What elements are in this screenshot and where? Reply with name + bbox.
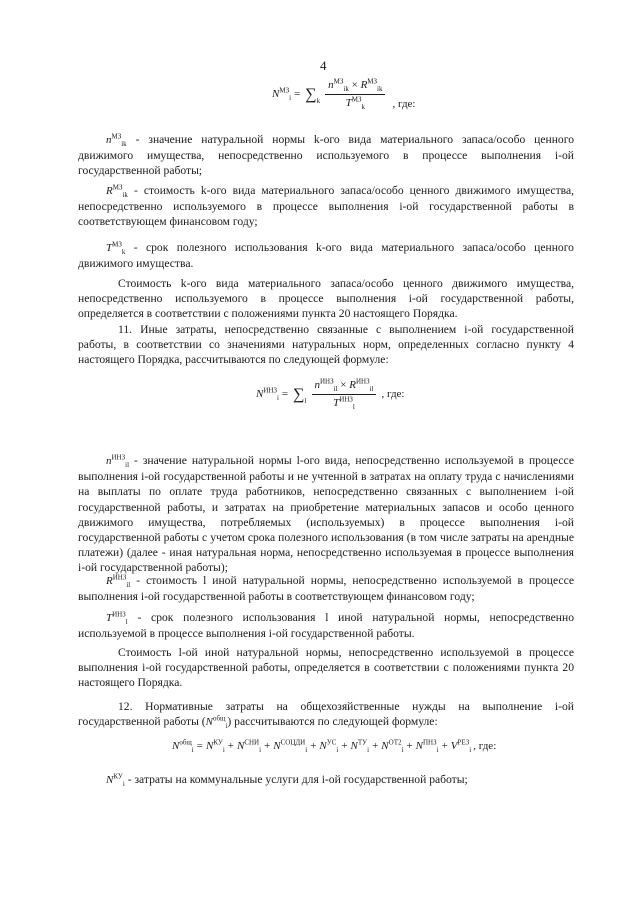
- formula-lhs: $N^{ИНЗ}_i$: [256, 386, 279, 403]
- formula-term: $N^{СОЦДИ}_i$: [273, 738, 308, 755]
- paragraph-item-11: 11. Иные затраты, непосредственно связанные с выполнением i-ой государственной работы, в соответствии со значениями натуральных норм, определенных согласно пункту 4 настоящего Порядка, рассчитываются по следующей формуле:: [78, 323, 574, 367]
- formula-lhs: $N^{общ}_i$: [172, 738, 194, 755]
- paragraph-item-12: 12. Нормативные затраты на общехозяйственные нужды на выполнение i-ой государственной работы $(N^{общ}_i)$ рассчитываются по следующей формуле:: [78, 700, 574, 731]
- formula-lhs: $N^{МЗ}_i$: [272, 86, 292, 103]
- formula-operator: +: [264, 740, 271, 752]
- formula-tail: , где:: [392, 98, 416, 111]
- formula-fraction: $\frac{n^{ИНЗ}_{il} \times R^{ИНЗ}_{il}}{T^{ИНЗ}_l}$: [312, 378, 377, 411]
- symbol: $N^{общ}_i$: [205, 714, 228, 731]
- formula-tail: , где:: [381, 388, 405, 401]
- definition-n-mz: [78, 132, 574, 179]
- formula-material-costs: [272, 78, 415, 111]
- symbol: $T^{ИНЗ}_l$: [106, 610, 128, 627]
- formula-other-costs: [256, 378, 404, 411]
- definition-text: - срок полезного использования l иной натуральной нормы, непосредственно используемой в процессе выполнения i-ой государственной работы.: [78, 611, 574, 641]
- equals-sign: =: [281, 388, 289, 401]
- definition-text: - стоимость k-ого вида материального запаса/особо ценного движимого имущества, непосредственно используемого в процессе выполнения i-ой государственной работы в соответствующем финансовом году;: [78, 184, 575, 229]
- formula-term: $N^{СНИ}_i$: [236, 738, 262, 755]
- formula-terms: [194, 739, 472, 754]
- definition-text: - затраты на коммунальные услуги для i-ой государственной работы;: [127, 773, 468, 786]
- page-number: 4: [320, 58, 327, 73]
- formula-operator: +: [406, 740, 413, 752]
- definition-r-mz: [78, 183, 574, 230]
- formula-term: $N^{ОТ2}_i$: [381, 738, 404, 755]
- sum-symbol: $\sum_l$: [293, 386, 307, 406]
- paragraph-inz-cost: Стоимость l-ой иной натуральной нормы, непосредственно используемой в процессе выполнения i-ой государственной работы, определяется в соответствии с положениями пункта 20 настоящего Порядка.: [78, 646, 574, 690]
- equals-sign: =: [294, 88, 301, 101]
- formula-term: $N^{КУ}_i$: [205, 738, 225, 755]
- definition-n-inz: [78, 453, 574, 576]
- formula-fraction: $\frac{n^{МЗ}_{ik} \times R^{МЗ}_{ik}}{T^{МЗ}_k}$: [325, 78, 385, 111]
- symbol: $N^{КУ}_i$: [106, 772, 125, 789]
- formula-term: $N^{ТУ}_i$: [350, 738, 370, 755]
- symbol: $R^{ИНЗ}_{il}$: [106, 573, 131, 590]
- symbol: $n^{ИНЗ}_{il}$: [106, 453, 130, 470]
- symbol: $R^{МЗ}_{ik}$: [106, 183, 128, 200]
- definition-r-inz: [78, 573, 574, 604]
- definition-text: - значение натуральной нормы k-ого вида материального запаса/особо ценного движимого имущества, непосредственно используемого в процессе выполнения i-ой государственной работы;: [78, 133, 574, 178]
- symbol: $T^{МЗ}_k$: [106, 240, 126, 257]
- formula-operator: =: [196, 740, 203, 752]
- formula-operator: +: [310, 740, 317, 752]
- paragraph-mz-cost: Стоимость k-ого вида материального запаса/особо ценного движимого имущества, непосредственно используемого в процессе выполнения i-ой государственной работы, определяется в соответствии с положениями пункта 20 настоящего Порядка.: [78, 277, 574, 321]
- definition-text: - срок полезного использования k-ого вида материального запаса/особо ценного движимого имущества.: [78, 241, 574, 271]
- symbol: $n^{МЗ}_{ik}$: [106, 132, 127, 149]
- formula-tail: , где:: [473, 740, 497, 752]
- formula-operator: +: [341, 740, 348, 752]
- definition-t-mz: [78, 240, 574, 271]
- formula-term: $N^{ПНЗ}_i$: [415, 738, 439, 755]
- definition-t-inz: [78, 610, 574, 641]
- definition-text: - стоимость l иной натуральной нормы, непосредственно используемой в процессе выполнения i-ой государственной работы в соответствующем финансовом году;: [78, 574, 575, 604]
- formula-general-needs: [172, 739, 496, 754]
- formula-operator: +: [372, 740, 379, 752]
- formula-operator: +: [227, 740, 234, 752]
- sum-symbol: $\sum_k$: [305, 86, 321, 106]
- formula-term: $N^{УС}_i$: [319, 738, 339, 755]
- definition-n-ku: [78, 772, 574, 788]
- formula-operator: +: [441, 740, 448, 752]
- definition-text: - значение натуральной нормы l-ого вида, непосредственно используемой в процессе выполнения i-ой государственной работы и не учтенной в затратах на оплату труда с начислениями на выплаты по оплате труда работников, непосредственно связанных с выполнением i-ой государственной работы, и затратах на приобретение материальных запасов и особо ценного движимого имущества, потребляемых (используемых) в процессе выполнения i-ой государственной работы с учетом срока полезного использования (в том числе затраты на арендные платежи) (далее - иная натуральная норма, непосредственно используемая в процессе выполнения i-ой государственной работы);: [78, 454, 574, 575]
- formula-term: $V^{РЕЗ}_i$: [450, 738, 472, 755]
